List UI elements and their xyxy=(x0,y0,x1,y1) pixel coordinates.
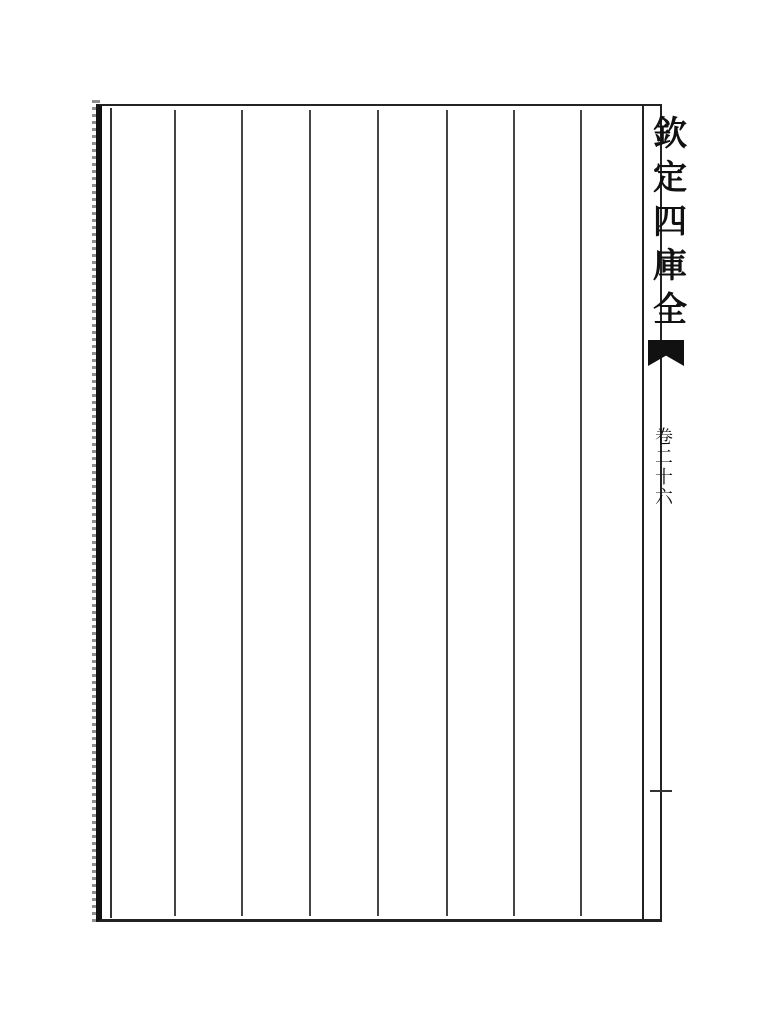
column-rule xyxy=(513,110,515,916)
inner-frame-rule xyxy=(110,108,112,918)
title-char: 四 xyxy=(653,202,687,242)
column-rule xyxy=(580,110,582,916)
book-title xyxy=(650,112,690,332)
page-frame xyxy=(96,104,662,922)
juan-char: 二 xyxy=(655,447,673,468)
juan-char: 卷 xyxy=(655,427,673,448)
fishtail-mark xyxy=(648,340,684,366)
edge-tick xyxy=(650,790,672,792)
column-rule xyxy=(377,110,379,916)
title-char: 庫 xyxy=(653,246,687,286)
title-char: 全 xyxy=(653,290,687,330)
column-rule xyxy=(446,110,448,916)
margin-rule xyxy=(642,104,644,922)
column-rule xyxy=(309,110,311,916)
juan-char: 六 xyxy=(655,487,673,508)
column-rule xyxy=(174,110,176,916)
title-char: 欽 xyxy=(653,114,687,154)
juan-label xyxy=(652,428,676,508)
juan-char: 十 xyxy=(655,467,673,488)
column-rule xyxy=(241,110,243,916)
title-char: 定 xyxy=(653,158,687,198)
